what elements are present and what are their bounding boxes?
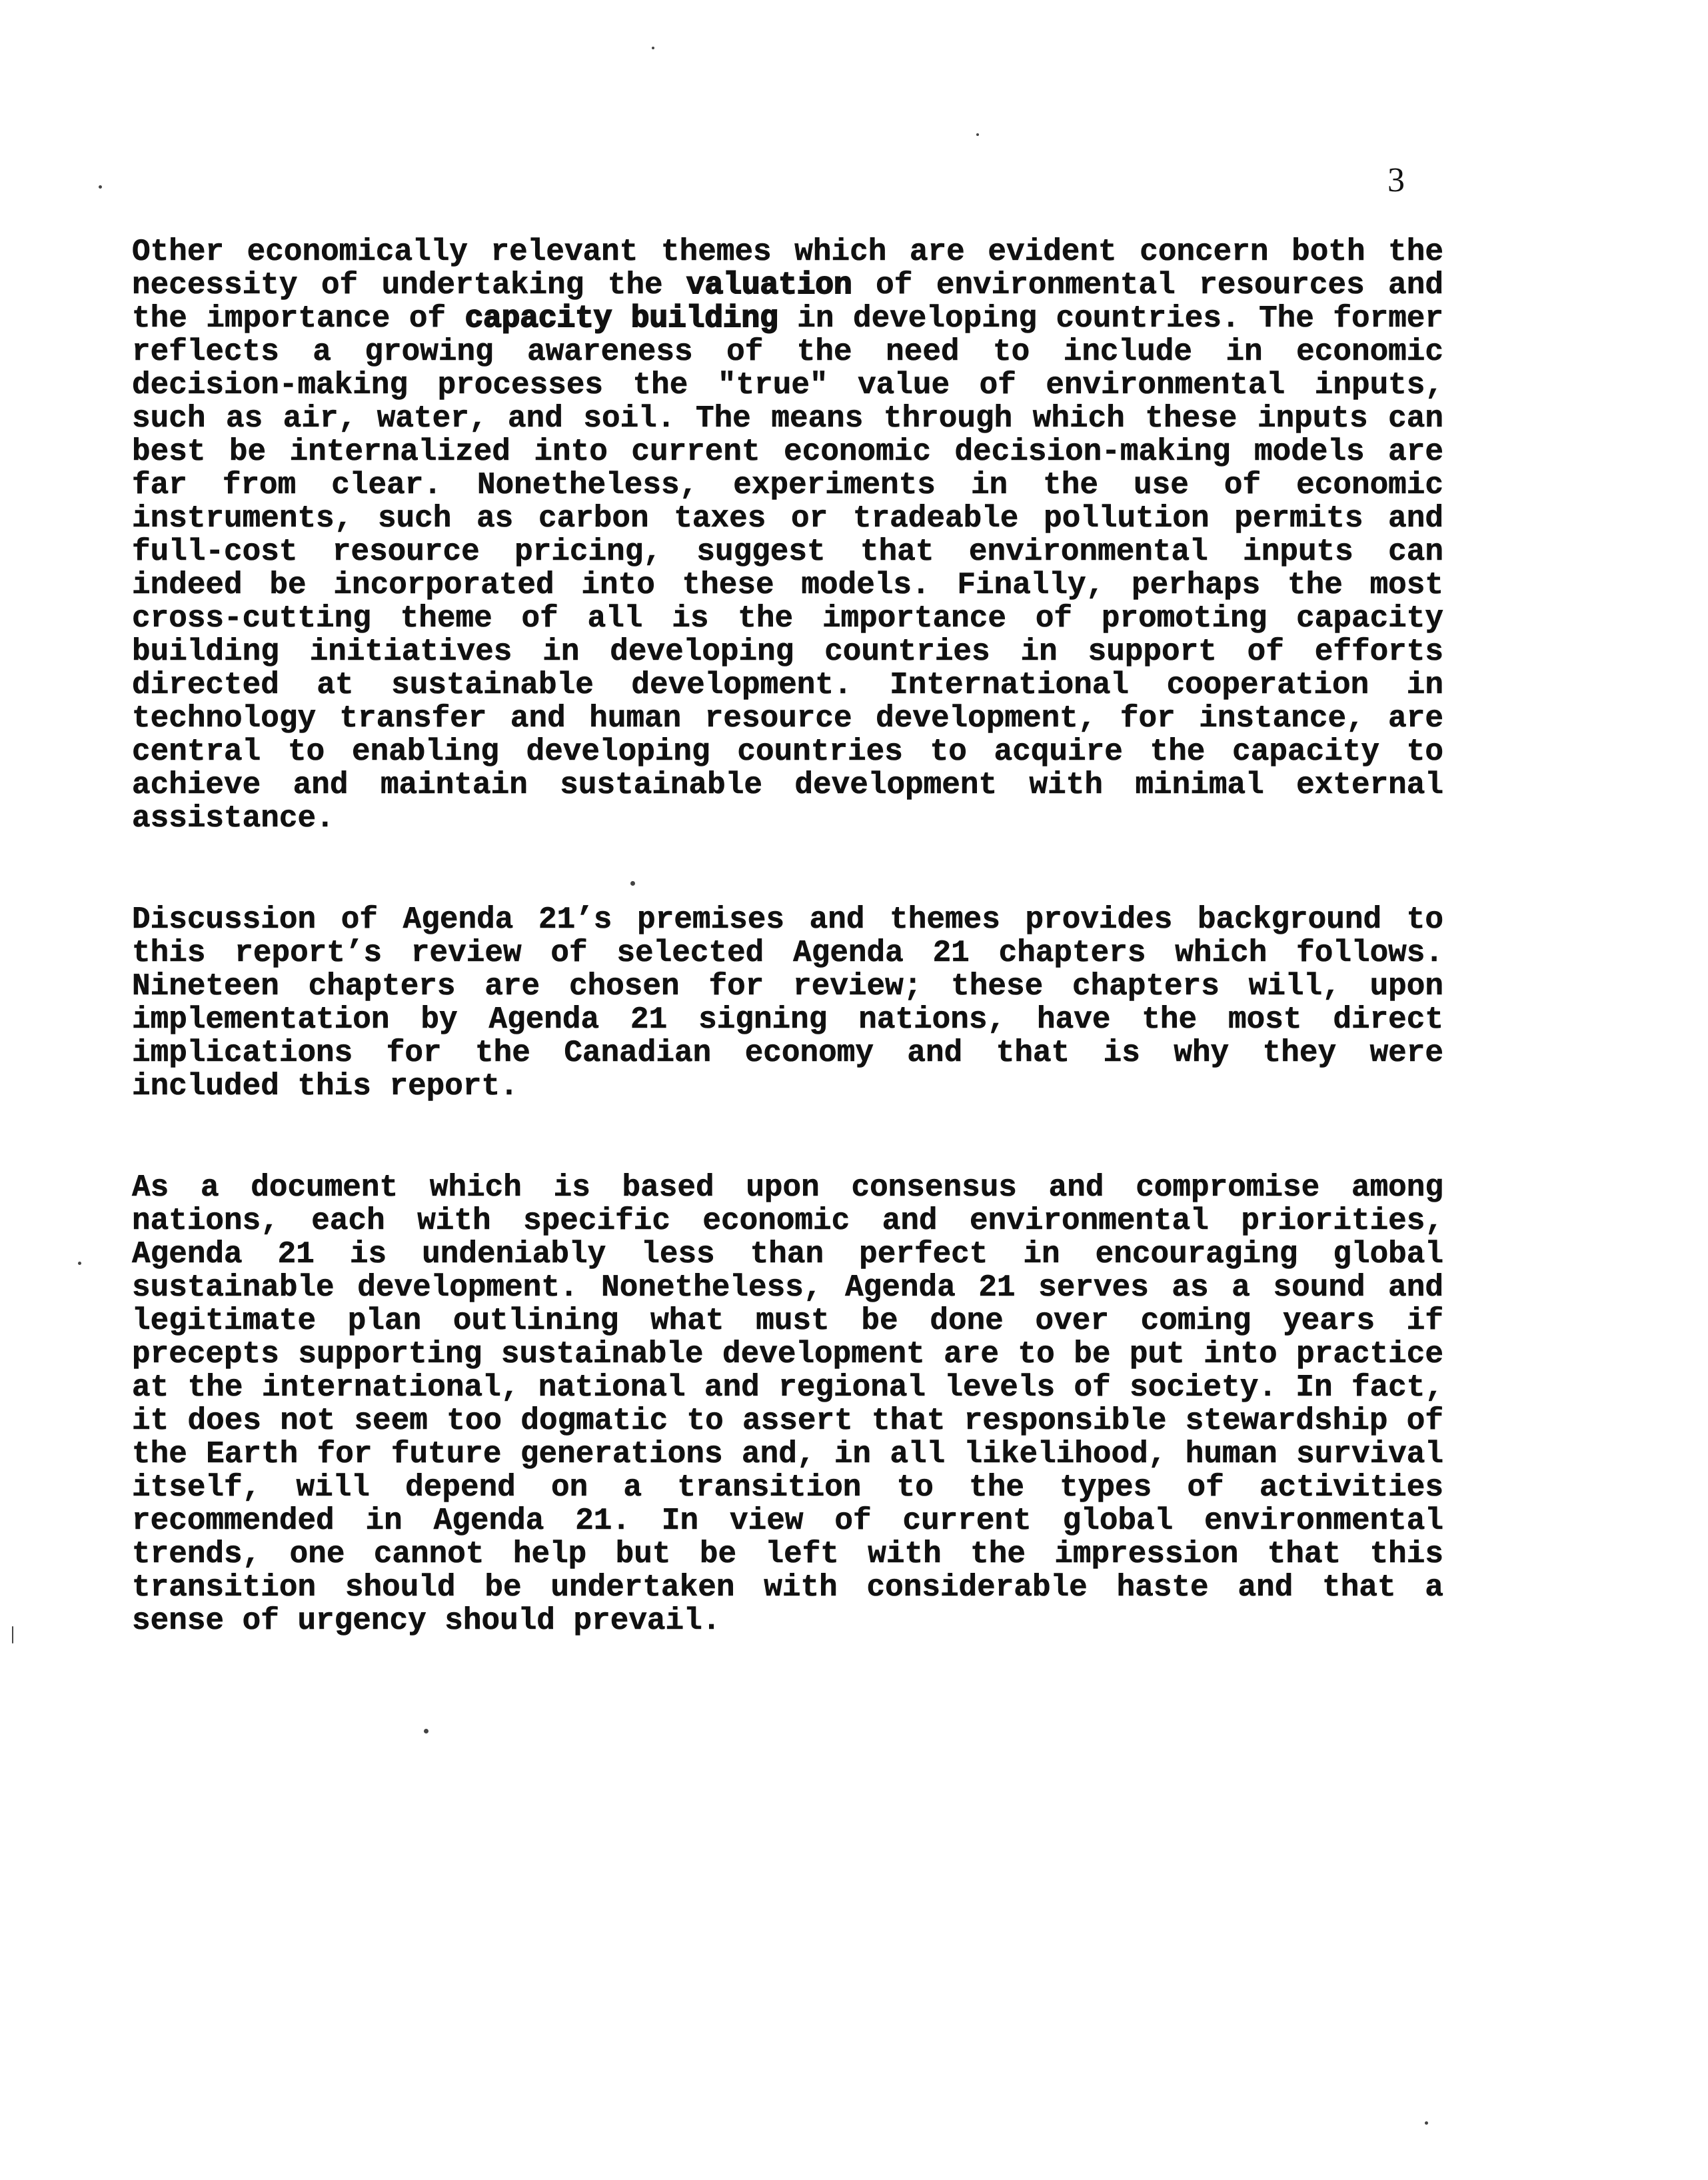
text-segment: Other economically relevant themes which are evident concern both the necessity of undertaking the: [132, 235, 1443, 303]
scan-speck: [630, 881, 635, 886]
body-text: [132, 235, 1443, 1705]
scan-speck: [976, 133, 979, 136]
paragraph-valuation-capacity: [132, 235, 1443, 835]
text-segment: As a document which is based upon consensus and compromise among nations, each with specific economic and environmental priorities, Agenda 21 is undeniably less than perfect in encouraging global sustainable development. Nonetheless, Agenda 21 serves as a sound and legitimate plan outlining what must be done over coming years if precepts supporting sustainable development are to be put into practice at the international, national and regional levels of society. In fact, it does not seem too dogmatic to assert that responsible stewardship of the Earth for future generations and, in all likelihood, human survival itself, will depend on a transition to the types of activities recommended in Agenda 21. In view of current global environmental trends, one cannot help but be left with the impression that this transition should be undertaken with considerable haste and that a sense of urgency should prevail.: [132, 1170, 1443, 1638]
scan-speck: [99, 185, 102, 189]
text-segment: Discussion of Agenda 21’s premises and themes provides background to this report’s review of selected Agenda 21 chapters which follows. Nineteen chapters are chosen for review; these chapters will, upon implementation by Agenda 21 signing nations, have the most direct implications for the Canadian economy and that is why they were included this report.: [132, 902, 1443, 1104]
paragraph-agenda-review: [132, 903, 1443, 1103]
scan-speck: [424, 1729, 428, 1733]
scan-speck: [1425, 2121, 1428, 2125]
bold-term-capacity-building: capacity building: [464, 301, 778, 336]
bold-term-valuation: valuation: [686, 268, 852, 303]
scan-speck: [78, 1262, 81, 1265]
page-number: 3: [1387, 161, 1405, 199]
scan-speck: [12, 1626, 13, 1643]
text-segment: of environmental resources and the importance of: [132, 268, 1443, 336]
paragraph-conclusion: [132, 1171, 1443, 1637]
text-segment: in developing countries. The former reflects a growing awareness of the need to include in economic decision-making processes the "true" value of environmental inputs, such as air, water, and soil. The means through which these inputs can best be internalized into current economic decision-making models are far from clear. Nonetheless, experiments in the use of economic instruments, such as carbon taxes or tradeable pollution permits and full-cost resource pricing, suggest that environmental inputs can indeed be incorporated into these models. Finally, perhaps the most cross-cutting theme of all is the importance of promoting capacity building initiatives in developing countries in support of efforts directed at sustainable development. International cooperation in technology transfer and human resource development, for instance, are central to enabling developing countries to acquire the capacity to achieve and maintain sustainable development with minimal external assistance.: [132, 301, 1444, 836]
scan-speck: [652, 47, 654, 49]
